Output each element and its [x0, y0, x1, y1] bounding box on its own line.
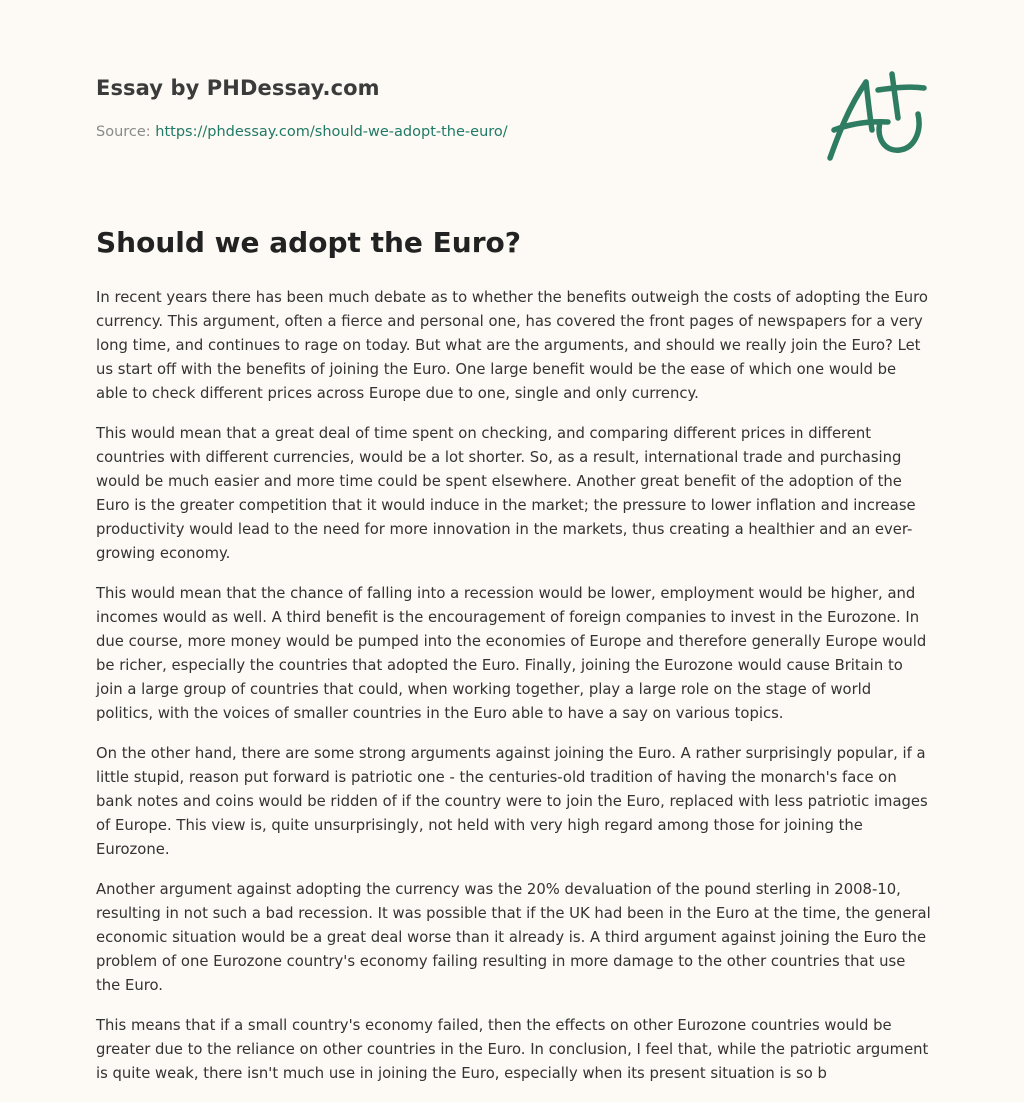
essay-paragraph: This means that if a small country's economy failed, then the effects on other Eurozone countries would be greater due to the reliance on other countries in the Euro. In conclusion, I feel that, while the patriotic argument is quite weak, there isn't much use in joining the Euro, especially when its present situation is so b	[96, 1017, 929, 1082]
a-plus-logo-icon	[822, 66, 932, 166]
essay-paragraph: Another argument against adopting the currency was the 20% devaluation of the pound sterling in 2008-10, resulting in not such a bad recession. It was possible that if the UK had been in the Euro at the time, the general economic situation would be a great deal worse than it already is. A third argument against joining the Euro the problem of one Eurozone country's economy failing resulting in more damage to the other countries that use the Euro.	[96, 881, 931, 994]
site-brand: Essay by PHDessay.com	[96, 76, 380, 100]
essay-title: Should we adopt the Euro?	[96, 226, 522, 259]
source-label: Source:	[96, 124, 151, 140]
essay-paragraph: This would mean that a great deal of time spent on checking, and comparing different prices in different countries with different currencies, would be a lot shorter. So, as a result, international trade and purchasing would be much easier and more time could be spent elsewhere. Another great benefit of the adoption of the Euro is the greater competition that it would induce in the market; the pressure to lower inflation and increase productivity would lead to the need for more innovation in the markets, thus creating a healthier and an ever-growing economy.	[96, 425, 916, 562]
source-link[interactable]: https://phdessay.com/should-we-adopt-the-euro/	[155, 124, 508, 140]
essay-paragraph: In recent years there has been much debate as to whether the benefits outweigh the costs of adopting the Euro currency. This argument, often a fierce and personal one, has covered the front pages of newspapers for a very long time, and continues to rage on today. But what are the arguments, and should we really join the Euro? Let us start off with the benefits of joining the Euro. One large benefit would be the ease of which one would be able to check different prices across Europe due to one, single and only currency.	[96, 289, 928, 402]
essay-paragraph: On the other hand, there are some strong arguments against joining the Euro. A rather surprisingly popular, if a little stupid, reason put forward is patriotic one - the centuries-old tradition of having the monarch's face on bank notes and coins would be ridden of if the country were to join the Euro, replaced with less patriotic images of Europe. This view is, quite unsurprisingly, not held with very high regard among those for joining the Eurozone.	[96, 745, 928, 858]
source-line	[96, 124, 508, 140]
essay-body	[96, 286, 932, 1102]
essay-paragraph: This would mean that the chance of falling into a recession would be lower, employment would be higher, and incomes would as well. A third benefit is the encouragement of foreign companies to invest in the Eurozone. In due course, more money would be pumped into the economies of Europe and therefore generally Europe would be richer, especially the countries that adopted the Euro. Finally, joining the Eurozone would cause Britain to join a large group of countries that could, when working together, play a large role on the stage of world politics, with the voices of smaller countries in the Euro able to have a say on various topics.	[96, 585, 927, 722]
